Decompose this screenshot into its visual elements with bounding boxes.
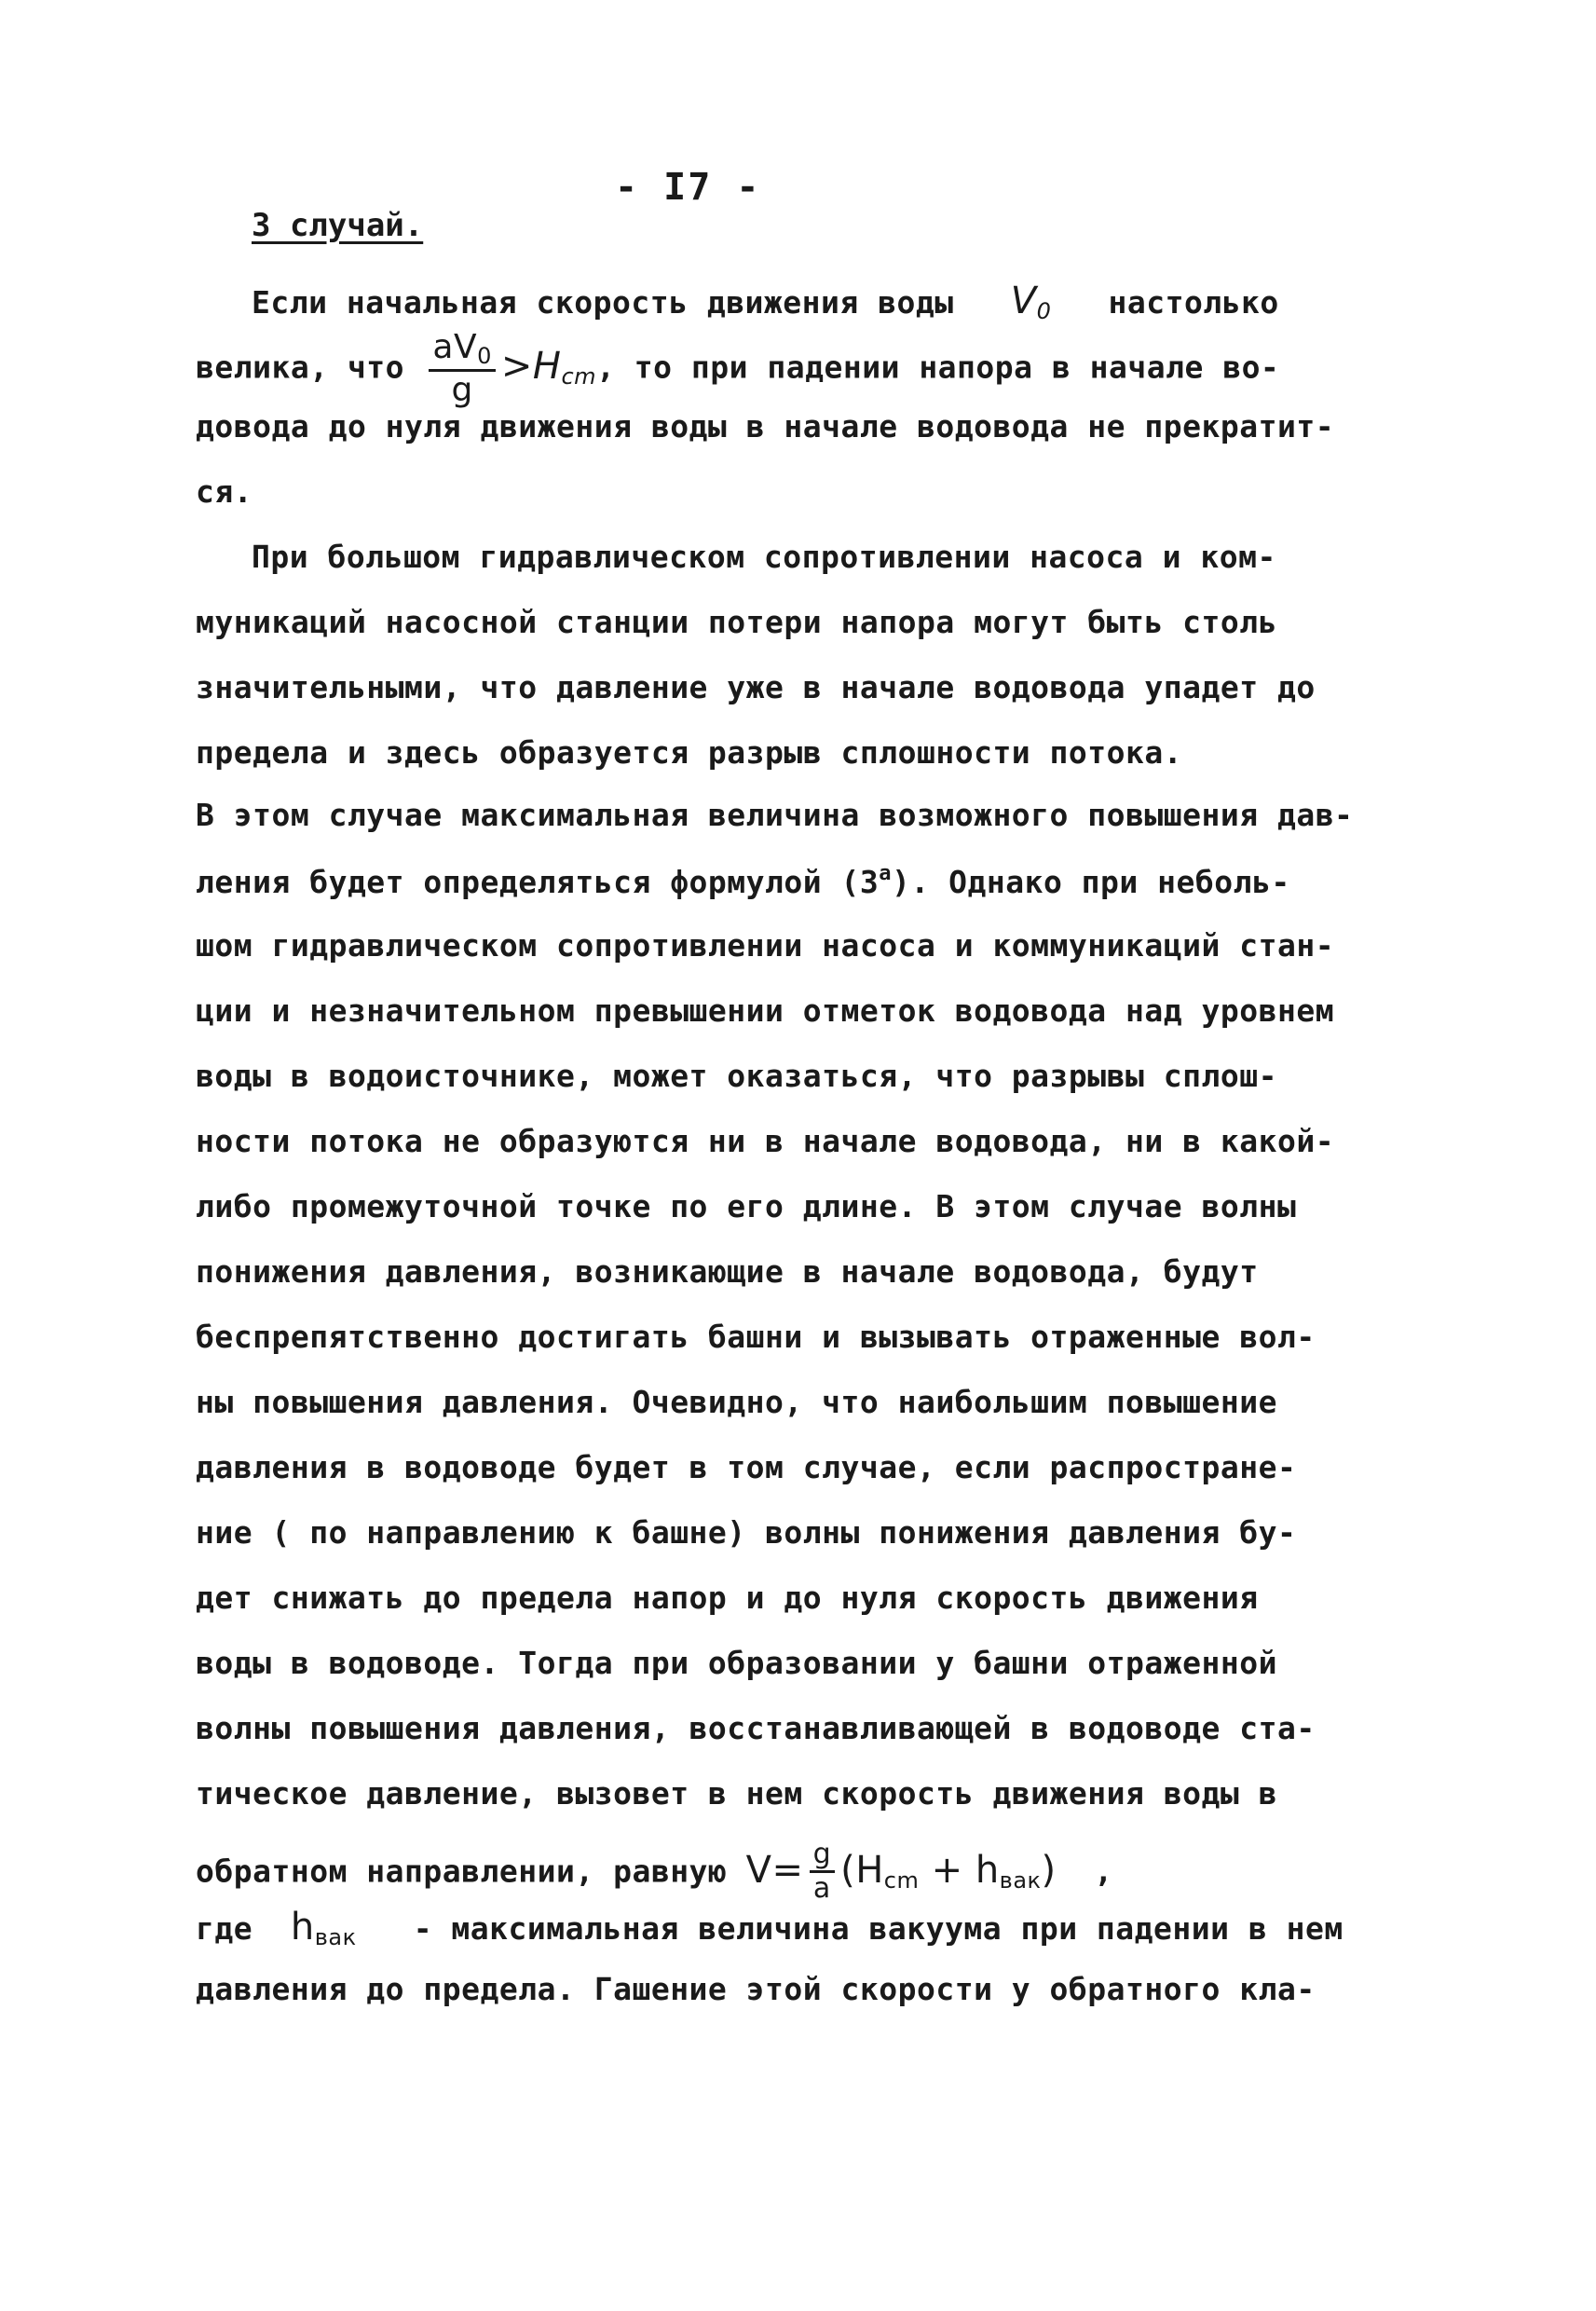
text-segment: , то при падении напора в начале во- (596, 349, 1280, 386)
text-segment: обратном направлении, равную (196, 1853, 728, 1890)
text-line: довода до нуля движения воды в начале водовода не прекратит- (196, 408, 1335, 444)
formula-subscript: вак (314, 1924, 357, 1950)
text-line (252, 280, 1279, 324)
formula-fraction (429, 328, 495, 409)
section-heading: 3 случай. (252, 207, 424, 244)
page-number: - I7 - (615, 166, 761, 209)
text-line: волны повышения давления, восстанавливающей в водоводе ста- (196, 1710, 1316, 1746)
text-segment: ления будет определяться формулой (3 (196, 864, 880, 900)
text-line: муникаций насосной станции потери напора могут быть столь (196, 604, 1277, 640)
formula-hvak (291, 1906, 357, 1949)
formula-symbol: + h (919, 1848, 1000, 1892)
text-segment: велика, что (196, 349, 405, 386)
text-line: воды в водоисточнике, может оказаться, что разрывы сплош- (196, 1058, 1277, 1094)
text-segment: настолько (1108, 284, 1279, 321)
text-line: либо промежуточной точке по его длине. В этом случае волны (196, 1188, 1297, 1224)
text-line: При большом гидравлическом сопротивлении насоса и ком- (252, 539, 1276, 575)
formula-superscript: a (879, 862, 892, 885)
formula-subscript: вак (999, 1867, 1042, 1894)
text-segment: , (1094, 1853, 1113, 1890)
text-line: тическое давление, вызовет в нем скорость движения воды в (196, 1775, 1277, 1812)
text-line: ции и незначительном превышении отметок водовода над уровнем (196, 992, 1335, 1029)
formula-symbol: V= (745, 1848, 804, 1892)
text-line: предела и здесь образуется разрыв сплошности потока. (196, 734, 1183, 771)
text-line: ние ( по направлению к башне) волны понижения давления бу- (196, 1514, 1297, 1551)
text-line: давления в водоводе будет в том случае, если распростране- (196, 1449, 1297, 1485)
text-line (196, 1840, 1113, 1903)
formula-subscript: 0 (1036, 298, 1052, 324)
formula-subscript: cm (883, 1867, 920, 1894)
text-line (196, 1906, 1344, 1950)
fraction-denominator: a (812, 1872, 831, 1905)
text-segment: - максимальная величина вакуума при падении в нем (413, 1910, 1344, 1947)
formula-subscript: 0 (477, 343, 492, 369)
text-line: шом гидравлическом сопротивлении насоса и коммуникаций стан- (196, 927, 1335, 964)
formula-symbol: ) (1041, 1848, 1057, 1892)
text-line (196, 862, 1290, 900)
text-line: воды в водоводе. Тогда при образовании у башни отраженной (196, 1645, 1277, 1681)
formula-symbol: V (1010, 280, 1037, 322)
formula-symbol: aV (432, 328, 478, 366)
formula-fraction (810, 1840, 836, 1903)
text-line: беспрепятственно достигать башни и вызывать отраженные вол- (196, 1319, 1316, 1355)
text-line: давления до предела. Гашение этой скорости у обратного кла- (196, 1971, 1316, 2007)
text-segment: где (196, 1910, 253, 1947)
text-line: понижения давления, возникающие в начале водовода, будут (196, 1253, 1259, 1290)
text-segment: Если начальная скорость движения воды (252, 284, 954, 321)
text-line: дет снижать до предела напор и до нуля скорость движения (196, 1579, 1259, 1616)
formula-symbol: (H (840, 1848, 884, 1892)
text-line: В этом случае максимальная величина возможного повышения дав- (196, 797, 1354, 833)
text-line: значительными, что давление уже в начале водовода упадет до (196, 669, 1316, 705)
text-line: ся. (196, 473, 253, 510)
formula-subscript: cm (561, 362, 597, 390)
fraction-numerator: g (810, 1840, 836, 1873)
fraction-numerator (429, 328, 495, 372)
formula-v0 (1011, 280, 1052, 322)
text-line: ности потока не образуются ни в начале водовода, ни в какой- (196, 1123, 1335, 1159)
formula-inequality (501, 345, 596, 388)
text-segment: ). Однако при неболь- (892, 864, 1290, 900)
text-line: ны повышения давления. Очевидно, что наибольшим повышение (196, 1384, 1277, 1420)
fraction-denominator: g (451, 371, 473, 409)
formula-velocity (745, 1838, 1057, 1905)
formula-symbol: >H (500, 344, 562, 388)
formula-symbol: h (290, 1906, 315, 1949)
text-line (196, 328, 1280, 409)
